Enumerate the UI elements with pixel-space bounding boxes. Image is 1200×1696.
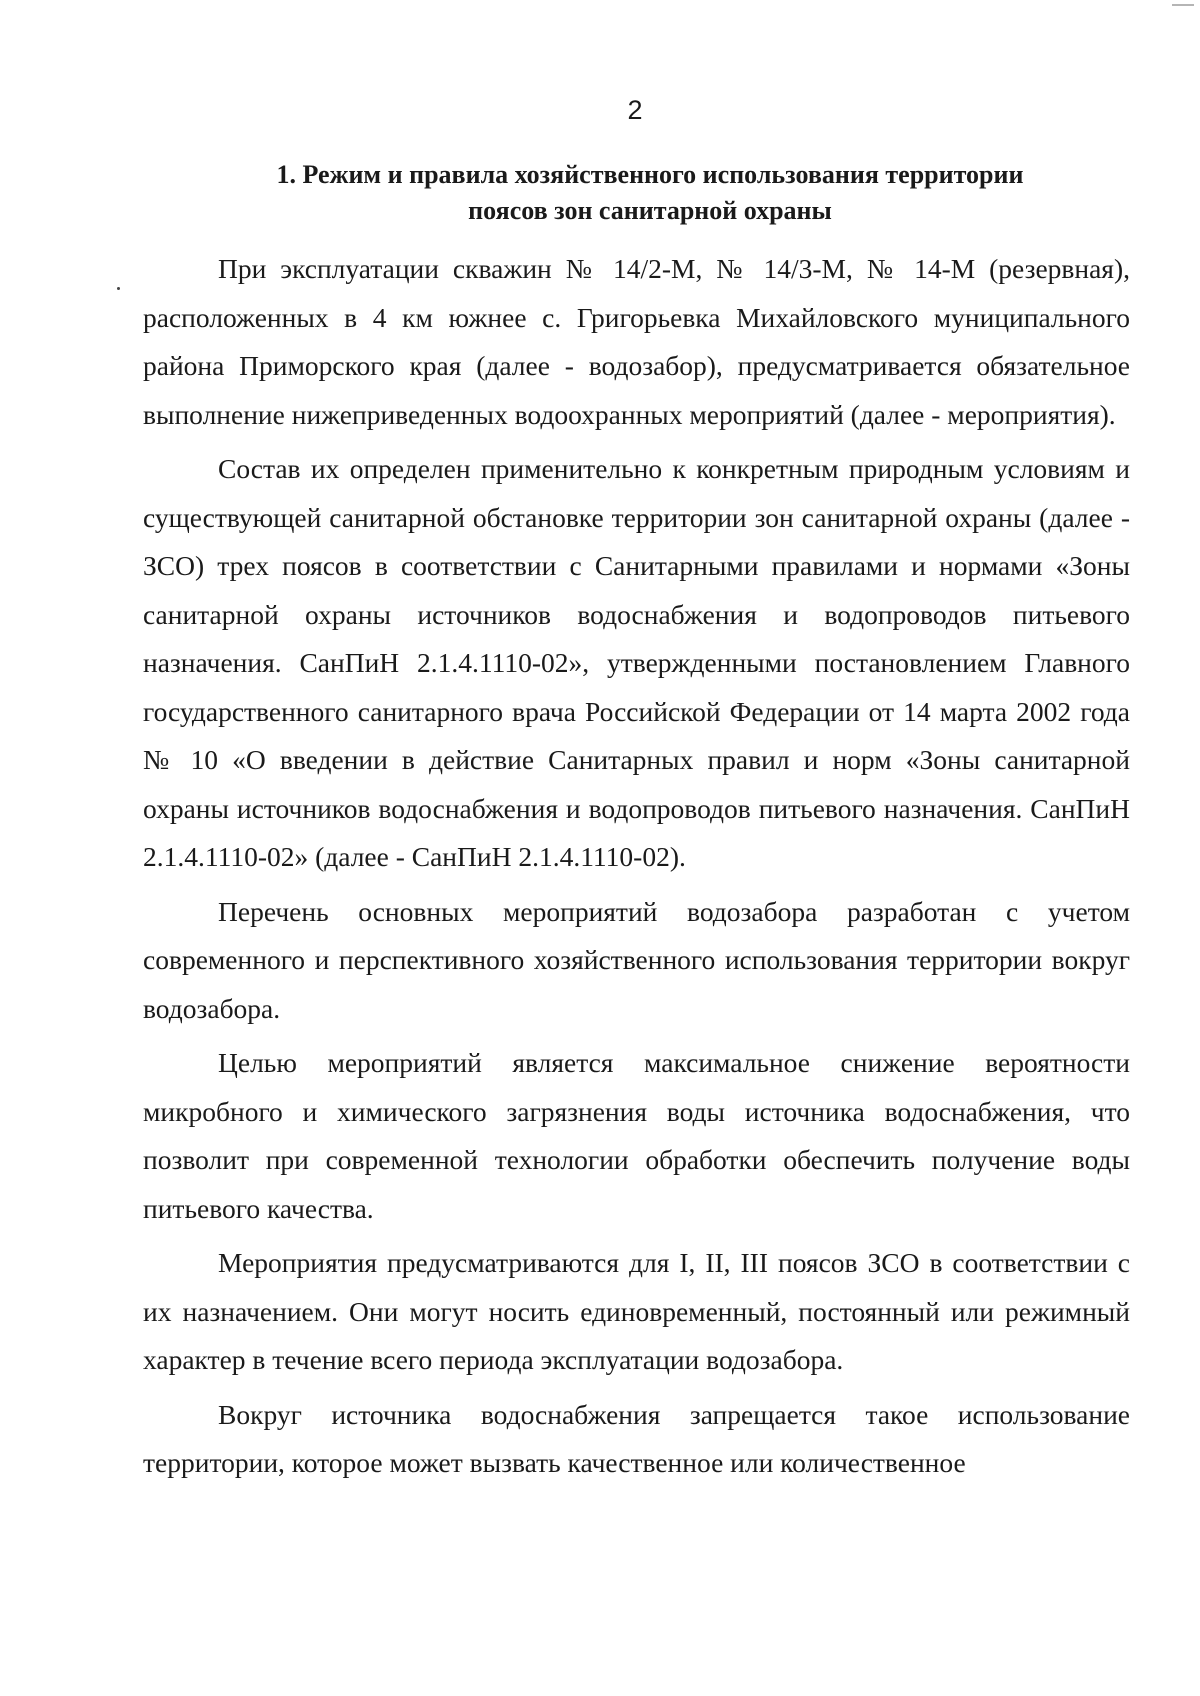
section-heading <box>150 157 1150 229</box>
paragraph-5: Мероприятия предусматриваются для I, II, III поясов ЗСО в соответствии с их назначением. Они могут носить единовременный, постоянный или режимный характер в течение всего периода эксплуатации водозабора. <box>143 1247 1130 1375</box>
paragraph-2: Состав их определен применительно к конкретным природным условиям и существующей санитарной обстановке территории зон санитарной охраны (далее - ЗСО) трех поясов в соответствии с Санитарными правилами и нормами «Зоны санитарной охраны источников водоснабжения и водопроводов питьевого назначения. СанПиН 2.1.4.1110-02», утвержденными постановлением Главного государственного санитарного врача Российской Федерации от 14 марта 2002 года № 10 «О введении в действие Санитарных правил и норм «Зоны санитарной охраны источников водоснабжения и водопроводов питьевого назначения. СанПиН 2.1.4.1110-02» (далее - СанПиН 2.1.4.1110-02). <box>143 453 1130 872</box>
scan-corner-mark <box>1172 4 1194 6</box>
section-heading-line-1: 1. Режим и правила хозяйственного использования территории <box>276 160 1024 189</box>
section-heading-line-2: поясов зон санитарной охраны <box>468 196 832 225</box>
paragraph-6: Вокруг источника водоснабжения запрещается такое использование территории, которое может вызвать качественное или количественное <box>143 1398 1130 1478</box>
page-number: 2 <box>627 95 643 125</box>
body-text <box>143 245 1130 1488</box>
paragraph-4: Целью мероприятий является максимальное снижение вероятности микробного и химического загрязнения воды источника водоснабжения, что позволит при современной технологии обработки обеспечить получение воды питьевого качества. <box>143 1047 1130 1224</box>
paragraph-1: При эксплуатации скважин № 14/2-М, № 14/3-М, № 14-М (резервная), расположенных в 4 км южнее с. Григорьевка Михайловского муниципального района Приморского края (далее - водозабор), предусматривается обязательное выполнение нижеприведенных водоохранных мероприятий (далее - мероприятия). <box>143 253 1130 430</box>
paragraph-3: Перечень основных мероприятий водозабора разработан с учетом современного и перспективного хозяйственного использования территории вокруг водозабора. <box>143 895 1130 1024</box>
scan-margin-dot <box>117 287 120 290</box>
